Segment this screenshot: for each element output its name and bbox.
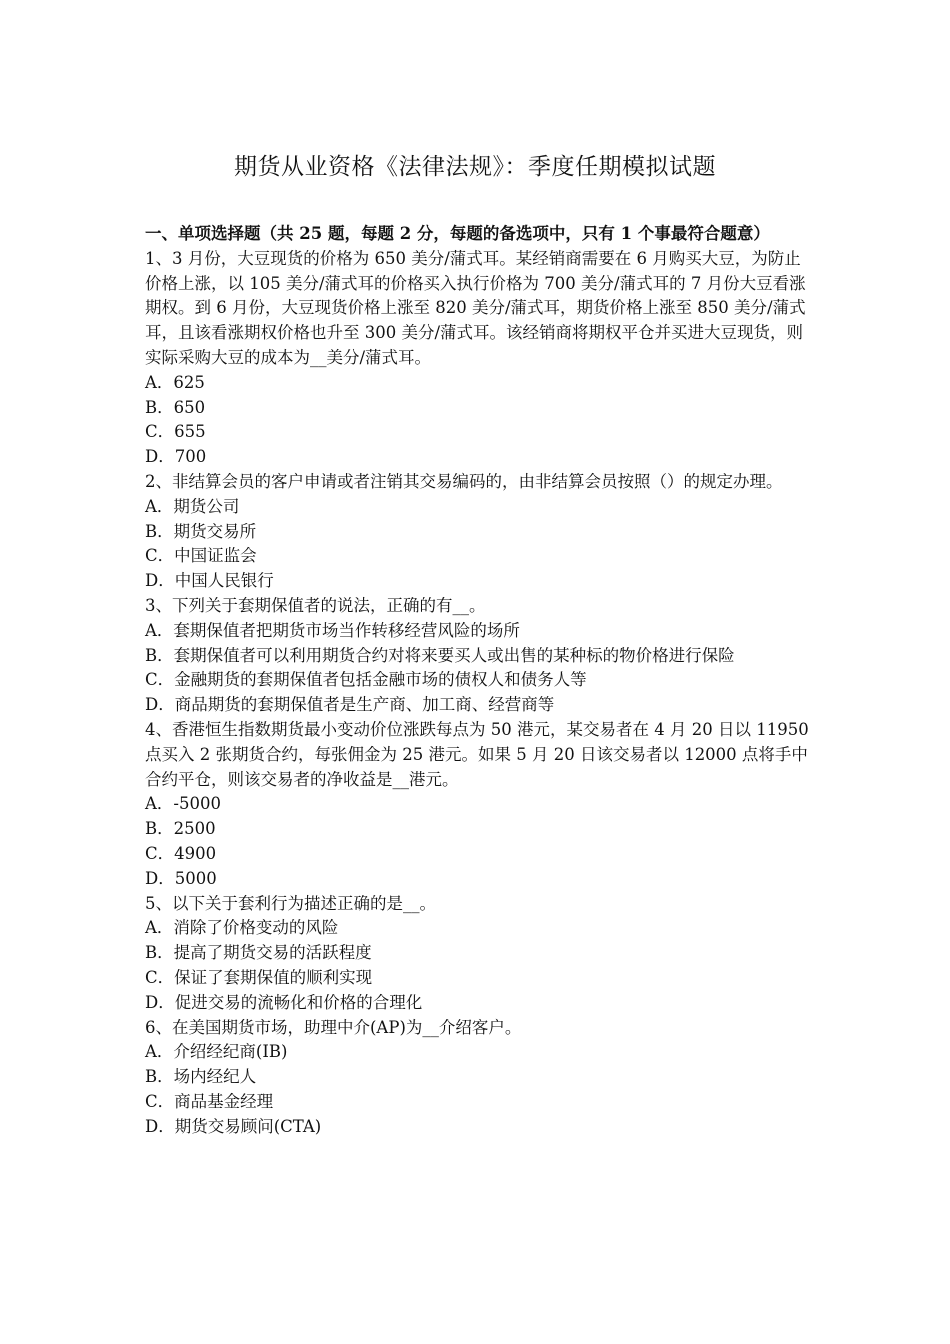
option-a: A．介绍经纪商(IB) <box>145 1042 288 1062</box>
document-body <box>145 222 813 1139</box>
section-heading: 一、单项选择题（共 25 题，每题 2 分，每题的备选项中，只有 1 个事最符合题意） <box>145 224 770 243</box>
option-b: B．2500 <box>145 819 216 839</box>
document-title: 期货从业资格《法律法规》：季度任期模拟试题 <box>234 154 716 180</box>
option-b: B．期货交易所 <box>145 521 257 541</box>
option-d: D．中国人民银行 <box>145 571 274 591</box>
option-d: D．5000 <box>145 868 217 888</box>
question-text: 3、下列关于套期保值者的说法，正确的有__。 <box>145 595 486 615</box>
option-c: C．中国证监会 <box>145 546 257 566</box>
option-c: C．4900 <box>145 843 217 863</box>
option-d: D．700 <box>145 447 207 467</box>
option-a: A．消除了价格变动的风险 <box>145 918 339 938</box>
option-c: C．保证了套期保值的顺利实现 <box>145 967 373 987</box>
option-b: B．套期保值者可以利用期货合约对将来要买人或出售的某种标的物价格进行保险 <box>145 645 735 665</box>
question-text: 4、香港恒生指数期货最小变动价位涨跌每点为 50 港元，某交易者在 4 月 20 日以 11950 点买入 2 张期货合约，每张佣金为 25 港元。如果 5 月 20 日该交易者以 12000 点将手中合约平仓，则该交易者的净收益是__港元。 <box>145 719 809 789</box>
question-text: 1、3 月份，大豆现货的价格为 650 美分/蒲式耳。某经销商需要在 6 月购买大豆，为防止价格上涨，以 105 美分/蒲式耳的价格买入执行价格为 700 美分/蒲式耳的 7 月份大豆看涨期权。到 6 月份，大豆现货价格上涨至 820 美分/蒲式耳，期货价格上涨至 850 美分/蒲式耳，且该看涨期权价格也升至 300 美分/蒲式耳。该经销商将期权平仓并买进大豆现货，则实际采购大豆的成本为__美分/蒲式耳。 <box>145 248 806 367</box>
option-c: C．金融期货的套期保值者包括金融市场的债权人和债务人等 <box>145 670 587 690</box>
question-2 <box>145 470 813 594</box>
option-a: A．套期保值者把期货市场当作转移经营风险的场所 <box>145 620 520 640</box>
question-3 <box>145 594 813 718</box>
option-a: A．-5000 <box>145 794 221 814</box>
option-b: B．场内经纪人 <box>145 1067 257 1087</box>
option-d: D．期货交易顾问(CTA) <box>145 1116 322 1136</box>
question-text: 2、非结算会员的客户申请或者注销其交易编码的，由非结算会员按照（）的规定办理。 <box>145 471 783 491</box>
option-c: C．商品基金经理 <box>145 1091 274 1111</box>
question-text: 5、以下关于套利行为描述正确的是__。 <box>145 893 436 913</box>
option-b: B．提高了期货交易的活跃程度 <box>145 943 372 963</box>
question-1 <box>145 247 813 470</box>
question-5 <box>145 892 813 1016</box>
option-a: A．625 <box>145 372 205 392</box>
option-c: C．655 <box>145 422 206 442</box>
option-a: A．期货公司 <box>145 496 240 516</box>
option-b: B．650 <box>145 397 206 417</box>
option-d: D．商品期货的套期保值者是生产商、加工商、经营商等 <box>145 695 555 715</box>
question-text: 6、在美国期货市场，助理中介(AP)为__介绍客户。 <box>145 1017 522 1037</box>
question-6 <box>145 1016 813 1140</box>
option-d: D．促进交易的流畅化和价格的合理化 <box>145 992 423 1012</box>
question-4 <box>145 718 813 892</box>
